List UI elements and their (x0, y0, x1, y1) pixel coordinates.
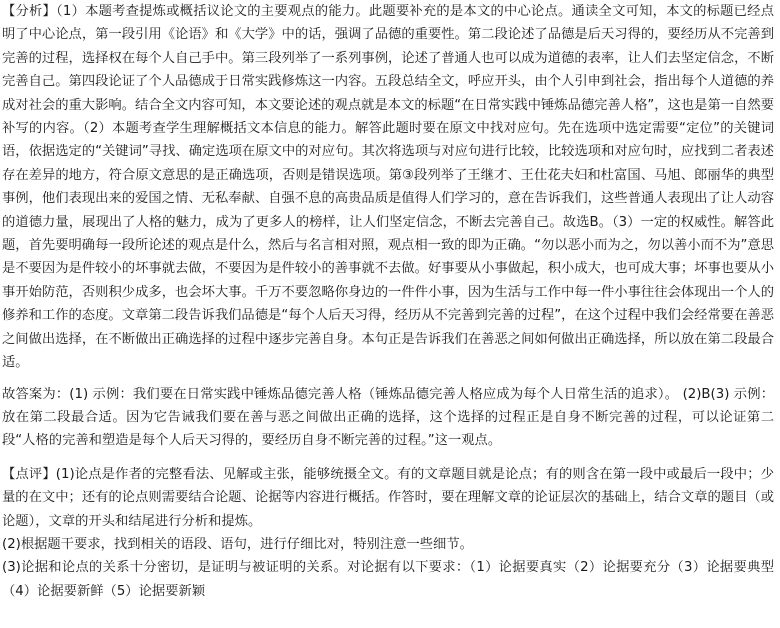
comment-line-3: (3)论据和论点的关系十分密切，是证明与被证明的关系。对论据有以下要求：（1）论据要真实（2）论据要充分（3）论据要典型（4）论据要新鲜（5）论据要新颖 (2, 560, 774, 599)
comment-line-2: (2)根据题干要求，找到相关的语段、语句，进行仔细比对，特别注意一些细节。 (2, 536, 473, 552)
analysis-paragraph: 【分析】（1）本题考查提炼或概括议论文的主要观点的能力。此题要补充的是本文的中心论点。通读全文可知，本文的标题已经点明了中心论点，第一段引用《论语》和《大学》中的话，强调了品德的重要性。第二段论述了品德是后天习得的，要经历从不完善到完善的过程，选择权在每个人自己手中。第三段列举了一系列事例，论述了普通人也可以成为道德的表率，让人们去坚定信念，不断完善自己。第四段论证了个人品德成于日常实践修炼这一内容。五段总结全文，呼应开头，由个人引申到社会，指出每个人道德的养成对社会的重大影响。结合全文内容可知，本文要论述的观点就是本文的标题“在日常实践中锤炼品德完善人格”，这也是第一自然要补写的内容。（2）本题考查学生理解概括文本信息的能力。解答此题时要在原文中找对应句。先在选项中选定需要“定位”的关键词语，依据选定的“关键词”寻找、确定选项在原文中的对应句。其次将选项与对应句进行比较，比较选项和对应句时，应找到二者表述存在差异的地方，符合原文意思的是正确选项，否则是错误选项。第③段列举了王继才、王仕花夫妇和杜富国、马旭、郎丽华的典型事例，他们表现出来的爱国之情、无私奉献、自强不息的高贵品质是值得人们学习的，意在告诉我们，这些普通人表现出了让人动容的道德力量，展现出了人格的魅力，成为了更多人的榜样，让人们坚定信念，不断去完善自己。故选B。（3）一定的权威性。解答此题，首先要明确每一段所论述的观点是什么，然后与名言相对照，观点相一致的即为正确。“勿以恶小而为之，勿以善小而不为”意思是不要因为是件较小的坏事就去做，不要因为是件较小的善事就不去做。好事要从小事做起，积小成大，也可成大事；坏事也要从小事开始防范，否则积少成多，也会坏大事。千万不要忽略你身边的一件件小事，因为生活与工作中每一件小事往往会体现出一个人的修养和工作的态度。文章第二段告诉我们品德是“每个人后天习得，经历从不完善到完善的过程”，在这个过程中我们会经常要在善恶之间做出选择，在不断做出正确选择的过程中逐步完善自身。本句正是告诉我们在善恶之间如何做出正确选择，所以放在第二段最合适。 (2, 4, 774, 371)
comment-line-1: 【点评】(1)论点是作者的完整看法、见解或主张，能够统摄全文。有的文章题目就是论点；有的则含在第一段中或最后一段中；少量的在文中；还有的论点则需要结合论题、论据等内容进行概括。作答时，要在理解文章的论证层次的基础上，结合文章的题目（或论题），文章的开头和结尾进行分析和提炼。 (2, 466, 774, 529)
comment-section (2, 463, 774, 603)
answer-paragraph: 故答案为：(1) 示例：我们要在日常实践中锤炼品德完善人格（锤炼品德完善人格应成为每个人日常生活的追求）。 (2)B(3) 示例： 放在第二段最合适。因为它告诫我们要在善与恶之间做出正确的选择，这个选择的过程正是自身不断完善的过程，可以论证第二段“人格的完善和塑造是每个人后天习得的，要经历自身不断完善的过程。”这一观点。 (2, 386, 774, 449)
